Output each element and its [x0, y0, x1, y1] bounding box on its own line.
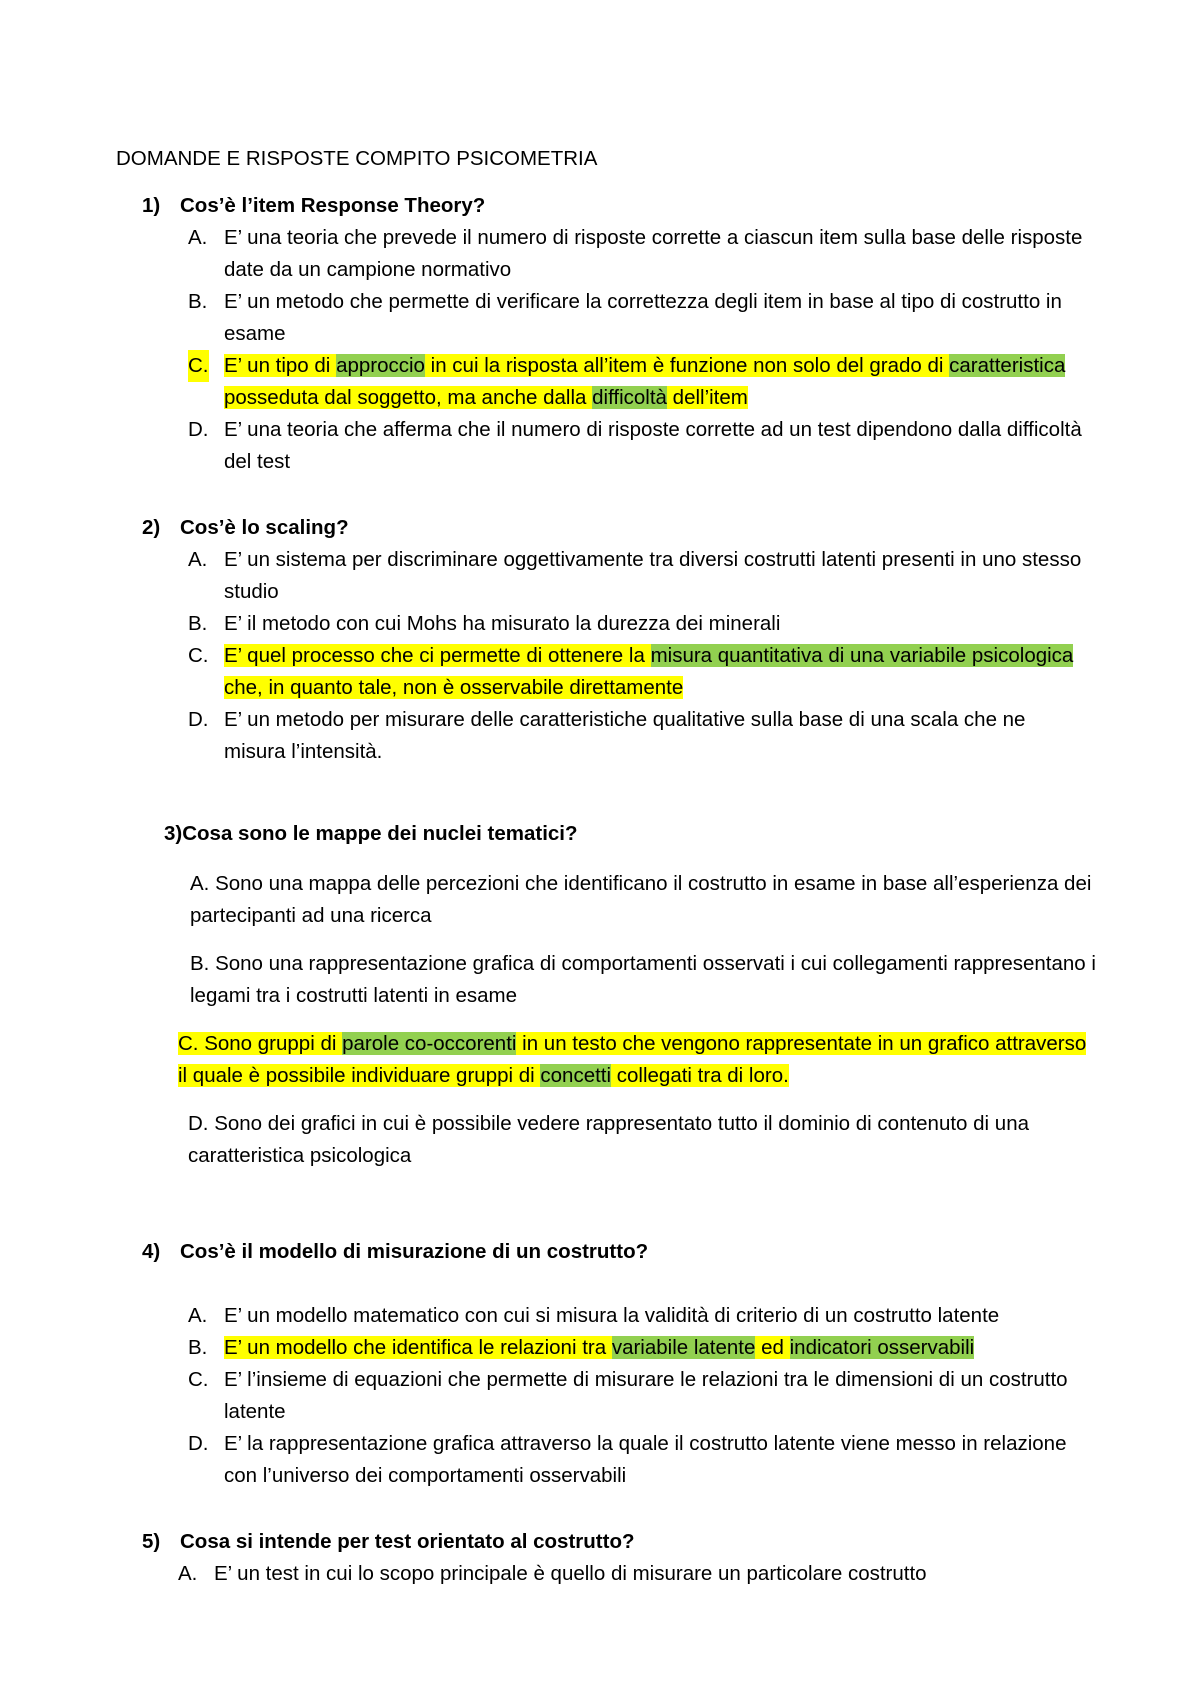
option-text: E’ un tipo di approccio in cui la risposta all’item è funzione non solo del grado di caratteristica posseduta dal soggetto, ma anche dalla difficoltà dell’item [224, 354, 1066, 409]
option-letter: D. [188, 1432, 209, 1455]
option-letter: A. [178, 1562, 198, 1585]
keyword-highlight: misura quantitativa di una variabile psicologica [650, 644, 1074, 667]
keyword-highlight: difficoltà [592, 386, 667, 409]
option-text: E’ una teoria che prevede il numero di risposte corrette a ciascun item sulla base delle risposte date da un campione normativo [224, 226, 1083, 281]
option-letter: A. [188, 1304, 208, 1327]
keyword-highlight: caratteristica [949, 354, 1066, 377]
q1-option-a [188, 222, 1088, 286]
option-letter: D. [188, 708, 209, 731]
document-title: DOMANDE E RISPOSTE COMPITO PSICOMETRIA [116, 147, 598, 170]
option-letter: B. [188, 612, 208, 635]
option-text: E’ un sistema per discriminare oggettivamente tra diversi costrutti latenti presenti in uno stesso studio [224, 548, 1082, 603]
question-text: Cosa si intende per test orientato al costrutto? [180, 1530, 635, 1553]
option-letter: A. [188, 548, 208, 571]
question-5 [142, 1530, 634, 1554]
option-letter: B. [188, 290, 208, 313]
option-letter: D. [188, 418, 209, 441]
keyword-highlight: indicatori osservabili [789, 1336, 975, 1359]
option-text: E’ l’insieme di equazioni che permette di misurare le relazioni tra le dimensioni di un costrutto latente [224, 1368, 1068, 1423]
option-letter: A. [188, 226, 208, 249]
option-text: E’ quel processo che ci permette di ottenere la misura quantitativa di una variabile psicologica che, in quanto tale, non è osservabile direttamente [224, 644, 1074, 699]
question-number: 1) [142, 194, 161, 217]
q3-option-c-correct [116, 1028, 1096, 1092]
question-2 [142, 516, 349, 540]
option-text: E’ una teoria che afferma che il numero di risposte corrette ad un test dipendono dalla difficoltà del test [224, 418, 1082, 473]
question-number: 5) [142, 1530, 161, 1553]
option-letter: C. [188, 644, 209, 667]
option-letter: B. [188, 1336, 208, 1359]
q5-option-a [178, 1558, 1078, 1590]
question-text: Cos’è il modello di misurazione di un costrutto? [180, 1240, 649, 1263]
option-text: E’ un modello matematico con cui si misura la validità di criterio di un costrutto latente [224, 1304, 1000, 1327]
q1-option-c-correct [188, 350, 1088, 414]
option-text: E’ il metodo con cui Mohs ha misurato la durezza dei minerali [224, 612, 781, 635]
keyword-highlight: approccio [336, 354, 425, 377]
option-text: D. Sono dei grafici in cui è possibile vedere rappresentato tutto il dominio di contenuto di una caratteristica psicologica [188, 1112, 1030, 1167]
option-letter: C. [188, 1368, 209, 1391]
option-text: E’ la rappresentazione grafica attraverso la quale il costrutto latente viene messo in relazione con l’universo dei comportamenti osservabili [224, 1432, 1067, 1487]
keyword-highlight: concetti [540, 1064, 612, 1087]
q4-option-b-correct [188, 1332, 1088, 1364]
option-text: E’ un test in cui lo scopo principale è quello di misurare un particolare costrutto [214, 1562, 927, 1585]
question-text: Cos’è lo scaling? [180, 516, 349, 539]
question-4 [142, 1240, 648, 1264]
q3-option-b [116, 948, 1096, 1012]
question-number: 2) [142, 516, 161, 539]
q2-option-c-correct [188, 640, 1088, 704]
question-3: 3)Cosa sono le mappe dei nuclei tematici? [164, 822, 578, 845]
q1-option-d [188, 414, 1088, 478]
question-text: Cos’è l’item Response Theory? [180, 194, 486, 217]
option-text: E’ un metodo che permette di verificare la correttezza degli item in base al tipo di costrutto in esame [224, 290, 1062, 345]
keyword-highlight: parole co-occorenti [342, 1032, 517, 1055]
option-text: C. Sono gruppi di parole co-occorenti in un testo che vengono rappresentate in un grafico attraverso il quale è possibile individuare gruppi di concetti collegati tra di loro. [178, 1032, 1087, 1087]
option-text: E’ un modello che identifica le relazioni tra variabile latente ed indicatori osservabili [224, 1336, 975, 1359]
q2-option-b [188, 608, 1088, 640]
question-1 [142, 194, 485, 218]
q3-option-a [116, 868, 1096, 932]
q2-option-d [188, 704, 1088, 768]
keyword-highlight: variabile latente [611, 1336, 756, 1359]
q4-option-c [188, 1364, 1088, 1428]
q4-option-a [188, 1300, 1088, 1332]
q4-option-d [188, 1428, 1088, 1492]
q1-option-b [188, 286, 1088, 350]
q3-option-d [116, 1108, 1096, 1172]
option-text: E’ un metodo per misurare delle caratteristiche qualitative sulla base di una scala che ne misura l’intensità. [224, 708, 1026, 763]
question-number: 4) [142, 1240, 161, 1263]
option-text: A. Sono una mappa delle percezioni che identificano il costrutto in esame in base all’esperienza dei partecipanti ad una ricerca [190, 872, 1092, 927]
option-text: B. Sono una rappresentazione grafica di comportamenti osservati i cui collegamenti rappresentano i legami tra i costrutti latenti in esame [190, 952, 1096, 1007]
option-letter: C. [188, 350, 209, 382]
q2-option-a [188, 544, 1088, 608]
